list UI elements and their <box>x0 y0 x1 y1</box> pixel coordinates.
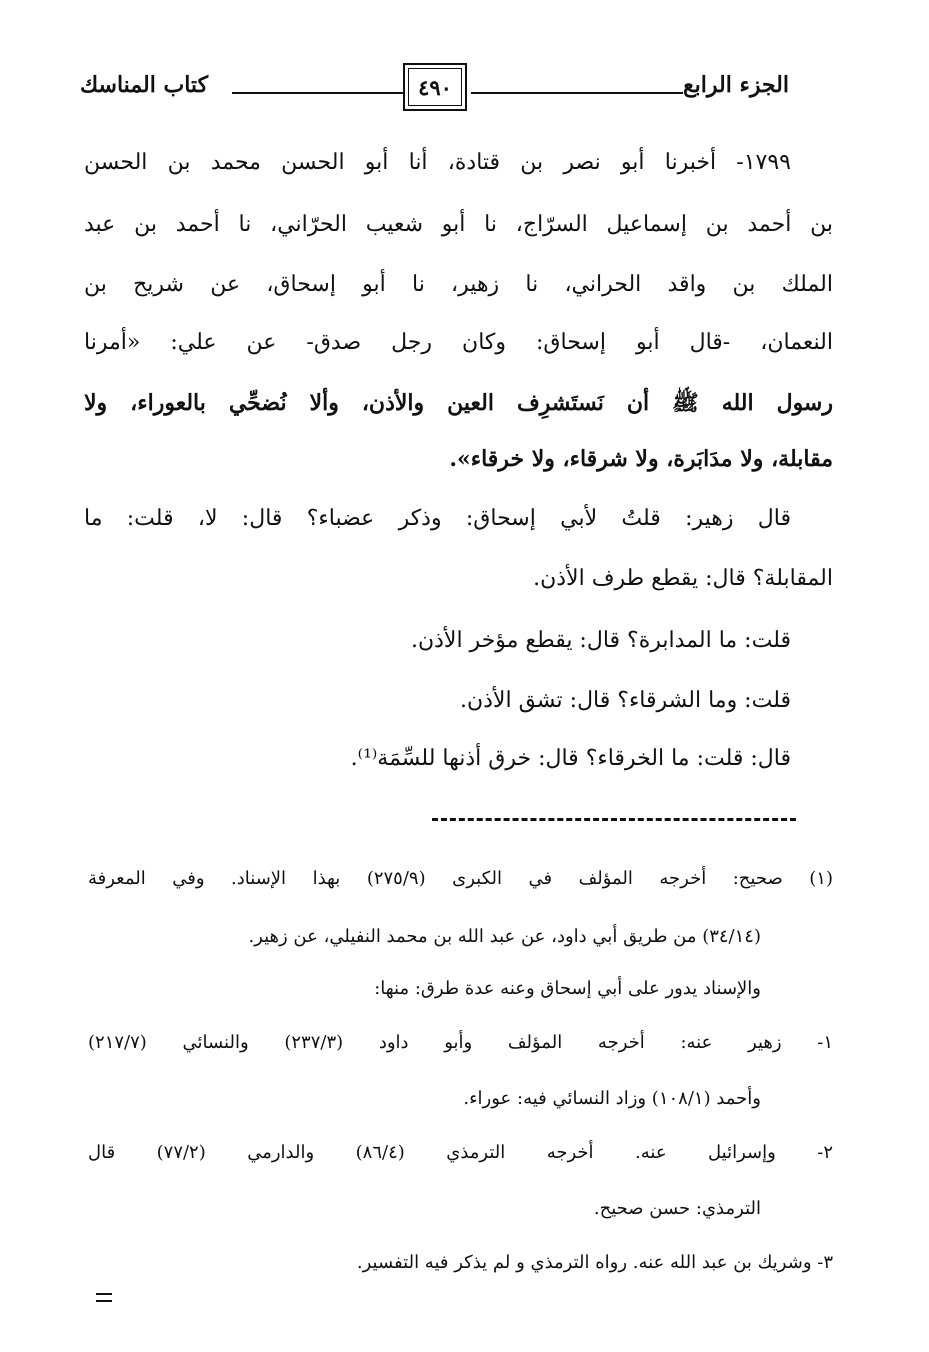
text-line: المقابلة؟ قال: يقطع طرف الأذن. <box>533 566 833 591</box>
header-rule <box>471 92 683 94</box>
footnote-line: ١- زهير عنه: أخرجه المؤلف وأبو داود (٢٣٧/٣) والنسائي (٢١٧/٧) <box>88 1032 834 1053</box>
footnote-line: (١) صحيح: أخرجه المؤلف في الكبرى (٢٧٥/٩) بهذا الإسناد. وفي المعرفة <box>88 868 833 889</box>
text-line: قلت: وما الشرقاء؟ قال: تشق الأذن. <box>459 688 791 713</box>
hadith-text-line: مقابلة، ولا مدَابَرة، ولا شرقاء، ولا خرقاء». <box>449 446 833 472</box>
footnote-separator <box>432 818 796 821</box>
text-line: قال زهير: قلتُ لأبي إسحاق: وذكر عضباء؟ قال: لا، قلت: ما <box>84 506 791 531</box>
continuation-mark <box>96 1293 112 1303</box>
book-title: كتاب المناسك <box>80 72 209 98</box>
text-line: ١٧٩٩- أخبرنا أبو نصر بن قتادة، أنا أبو الحسن محمد بن الحسن <box>84 150 791 175</box>
hadith-text-line: رسول الله ﷺ أن نَستَشرِف العين والأذن، وألا نُضحِّي بالعوراء، ولا <box>84 390 833 416</box>
text-line: الملك بن واقد الحراني، نا زهير، نا أبو إسحاق، عن شريح بن <box>84 272 833 297</box>
text-line: قلت: ما المدابرة؟ قال: يقطع مؤخر الأذن. <box>410 628 791 653</box>
footnote-line: ٣- وشريك بن عبد الله عنه. رواه الترمذي و لم يذكر فيه التفسير. <box>356 1252 833 1273</box>
footnote-line: وأحمد (١٠٨/١) وزاد النسائي فيه: عوراء. <box>463 1088 761 1109</box>
text-line: بن أحمد بن إسماعيل السرّاج، نا أبو شعيب الحرّاني، نا أحمد بن عبد <box>84 212 833 237</box>
footnote-line: والإسناد يدور على أبي إسحاق وعنه عدة طرق: منها: <box>374 978 761 999</box>
page-number-box <box>403 63 467 111</box>
footnote-line: الترمذي: حسن صحيح. <box>593 1198 761 1219</box>
footnote-line: ٢- وإسرائيل عنه. أخرجه الترمذي (٨٦/٤) والدارمي (٧٧/٢) قال <box>88 1142 834 1163</box>
header-rule <box>232 92 404 94</box>
text-line: النعمان، -قال أبو إسحاق: وكان رجل صدق- عن علي: «أمرنا <box>84 330 833 355</box>
section-title: الجزء الرابع <box>682 72 789 98</box>
text-line: قال: قلت: ما الخرقاء؟ قال: خرق أذنها للسِّمَة⁽¹⁾. <box>350 746 791 771</box>
page-number: ٤٩٠ <box>408 68 462 106</box>
footnote-line: (٣٤/١٤) من طريق أبي داود، عن عبد الله بن محمد النفيلي، عن زهير. <box>248 926 761 947</box>
